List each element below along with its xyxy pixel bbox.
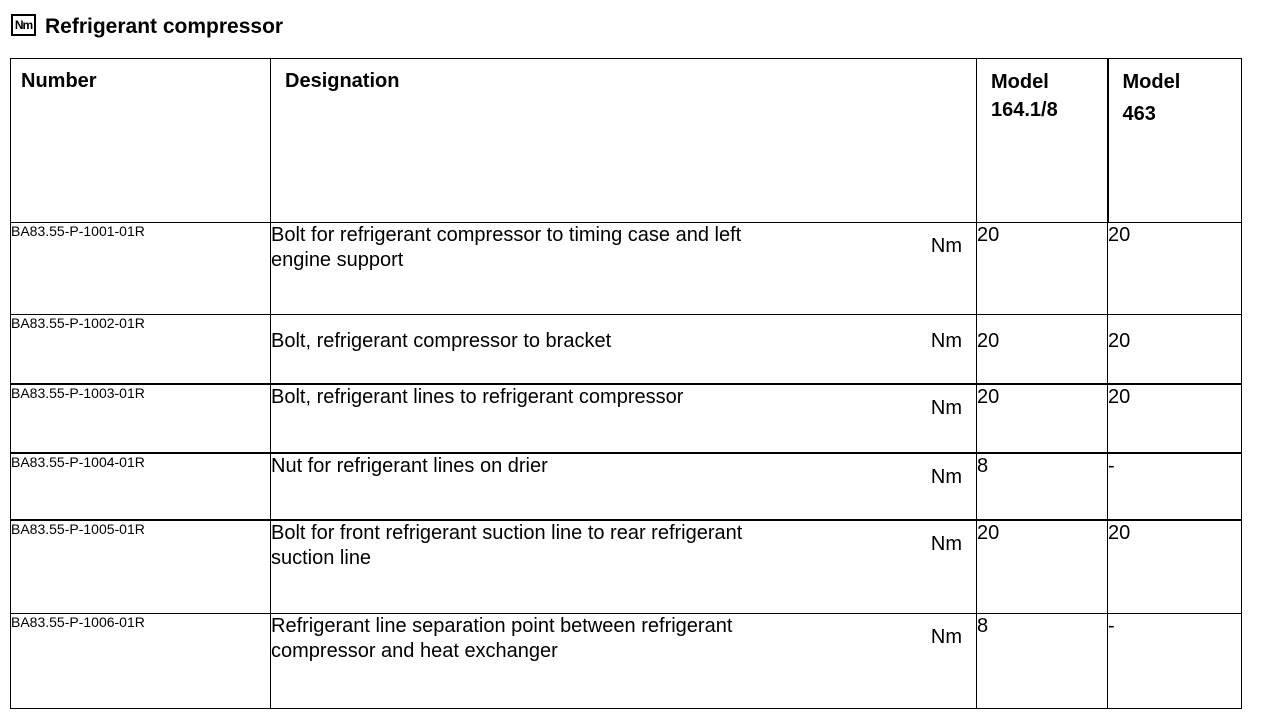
row-designation [271,384,977,453]
designation-text: Bolt for refrigerant compressor to timing case and left engine support [271,224,742,271]
unit-label: Nm [930,465,962,488]
model-1-label: Model [991,71,1049,93]
row-number: BA83.55-P-1006-01R [11,614,271,709]
row-designation [271,453,977,520]
row-number: BA83.55-P-1003-01R [11,384,271,453]
designation-text: Bolt, refrigerant lines to refrigerant compressor [271,385,684,408]
model-2-value: 20 [1108,520,1242,614]
table-row [11,315,1242,384]
table-row [11,223,1242,315]
table-row [11,614,1242,709]
table-header-row [11,59,1242,223]
torque-nm-icon: Nm [11,14,36,36]
unit-label: Nm [930,396,962,419]
row-number: BA83.55-P-1005-01R [11,520,271,614]
column-header-number: Number [11,59,271,223]
column-header-designation: Designation [271,59,977,223]
model-1-value: 8 [977,453,1108,520]
model-2-value: 20 [1108,384,1242,453]
row-number: BA83.55-P-1004-01R [11,453,271,520]
row-designation [271,223,977,315]
column-header-model-2 [1108,59,1242,223]
table-row [11,453,1242,520]
unit-label: Nm [930,532,962,555]
torque-spec-table [10,58,1242,709]
model-1-value: 20 [977,223,1108,315]
model-1-code: 164.1/8 [991,99,1058,121]
model-2-value: 20 [1108,315,1242,384]
row-designation [271,614,977,709]
row-designation [271,520,977,614]
unit-label: Nm [930,626,962,648]
designation-text: Bolt for front refrigerant suction line to rear refrigerant suction line [271,521,743,569]
model-2-label: Model [1122,71,1181,93]
designation-text: Bolt, refrigerant compressor to bracket [271,330,612,352]
page-title: Refrigerant compressor [45,15,284,38]
table-row [11,384,1242,453]
model-1-value: 20 [977,384,1108,453]
column-header-model-1 [977,59,1108,223]
model-2-value: 20 [1108,223,1242,315]
model-2-value: - [1108,453,1242,520]
model-1-value: 20 [977,315,1108,384]
designation-text: Nut for refrigerant lines on drier [271,454,548,477]
model-2-value: - [1108,614,1242,709]
table-row [11,520,1242,614]
designation-text: Refrigerant line separation point between refrigerant compressor and heat exchanger [271,615,733,662]
model-1-value: 8 [977,614,1108,709]
row-number: BA83.55-P-1002-01R [11,315,271,384]
row-number: BA83.55-P-1001-01R [11,223,271,315]
model-2-code: 463 [1122,103,1156,125]
page-header [11,12,283,42]
unit-label: Nm [930,235,962,257]
unit-label: Nm [930,330,962,352]
model-1-value: 20 [977,520,1108,614]
row-designation [271,315,977,384]
